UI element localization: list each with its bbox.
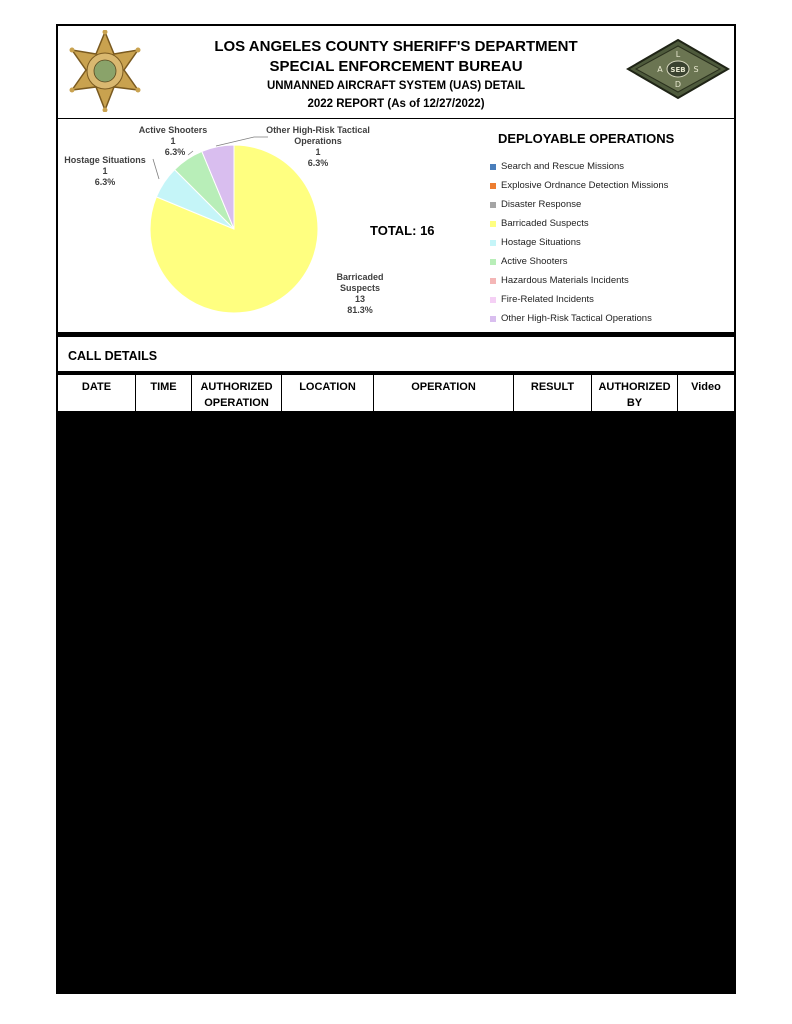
legend-swatch [490, 297, 496, 303]
legend-label: Disaster Response [501, 199, 582, 210]
label-percent: 6.3% [307, 158, 329, 168]
legend-label: Search and Rescue Missions [501, 161, 625, 172]
header-line-3: UNMANNED AIRCRAFT SYSTEM (UAS) DETAIL [266, 80, 526, 92]
column-header-authorized-operation: AUTHORIZED OPERATION [192, 375, 282, 411]
label-percent: 6.3% [164, 147, 186, 157]
call-details-title: CALL DETAILS [68, 349, 158, 363]
label-count: 1 [170, 136, 176, 146]
legend-item [490, 271, 668, 290]
legend-item [490, 214, 668, 233]
legend-swatch [490, 183, 496, 189]
special-weapons-team-patch-icon [626, 38, 730, 100]
legend-label: Other High-Risk Tactical Operations [501, 313, 652, 324]
legend-label: Hostage Situations [501, 237, 581, 248]
legend-label: Explosive Ordnance Detection Missions [501, 180, 669, 191]
legend-swatch [490, 240, 496, 246]
legend-swatch [490, 278, 496, 284]
svg-text:D: D [674, 80, 682, 89]
data-label-barricaded-suspects [320, 272, 400, 316]
data-label-other-high-risk [258, 125, 378, 169]
total-count: TOTAL: 16 [370, 223, 435, 238]
label-count: 1 [315, 147, 321, 157]
svg-text:S: S [693, 65, 699, 74]
label-name-line2: Operations [294, 136, 342, 146]
column-header-operation: OPERATION [374, 375, 514, 411]
column-header-date: DATE [58, 375, 136, 411]
label-percent: 81.3% [347, 305, 373, 315]
svg-text:A: A [657, 65, 663, 74]
legend-item [490, 233, 668, 252]
legend-title: DEPLOYABLE OPERATIONS [498, 131, 675, 146]
report-header [58, 26, 734, 119]
legend-label: Barricaded Suspects [501, 218, 589, 229]
svg-text:L: L [675, 50, 681, 59]
label-percent: 6.3% [94, 177, 116, 187]
legend-label: Hazardous Materials Incidents [501, 275, 629, 286]
label-name-line1: Other High-Risk Tactical [266, 125, 370, 135]
call-details-bar [58, 337, 734, 375]
header-line-4: 2022 REPORT (As of 12/27/2022) [307, 98, 485, 110]
column-header-time: TIME [136, 375, 192, 411]
column-header-video: Video [691, 381, 721, 393]
column-header-location: LOCATION [282, 375, 374, 411]
label-count: 1 [102, 166, 108, 176]
label-name-line1: Barricaded [336, 272, 384, 282]
leader-line-hostage [153, 159, 159, 179]
legend-item [490, 309, 668, 328]
header-line-1: LOS ANGELES COUNTY SHERIFF'S DEPARTMENT [214, 38, 578, 55]
redacted-table-body [58, 412, 734, 992]
label-name-line2: Suspects [339, 283, 381, 293]
legend-label: Active Shooters [501, 256, 568, 267]
report-frame [56, 24, 736, 994]
legend-swatch [490, 221, 496, 227]
data-label-active-shooters [138, 125, 208, 158]
legend-item [490, 176, 668, 195]
chart-panel [58, 119, 734, 332]
svg-text:SEB: SEB [670, 66, 686, 74]
legend-swatch [490, 316, 496, 322]
column-header-result: RESULT [514, 375, 592, 411]
legend-swatch [490, 259, 496, 265]
header-line-2: SPECIAL ENFORCEMENT BUREAU [269, 58, 523, 75]
legend-item [490, 290, 668, 309]
legend-label: Fire-Related Incidents [501, 294, 594, 305]
data-label-hostage-situations [60, 155, 150, 188]
legend-item [490, 195, 668, 214]
chart-legend [490, 157, 668, 328]
call-details-table-header [58, 375, 734, 412]
legend-swatch [490, 164, 496, 170]
legend-item [490, 252, 668, 271]
column-header-authorized-by: AUTHORIZED BY [592, 375, 678, 411]
label-name: Hostage Situations [64, 155, 146, 165]
label-count: 13 [354, 294, 365, 304]
legend-item [490, 157, 668, 176]
label-name: Active Shooters [138, 125, 208, 135]
legend-swatch [490, 202, 496, 208]
